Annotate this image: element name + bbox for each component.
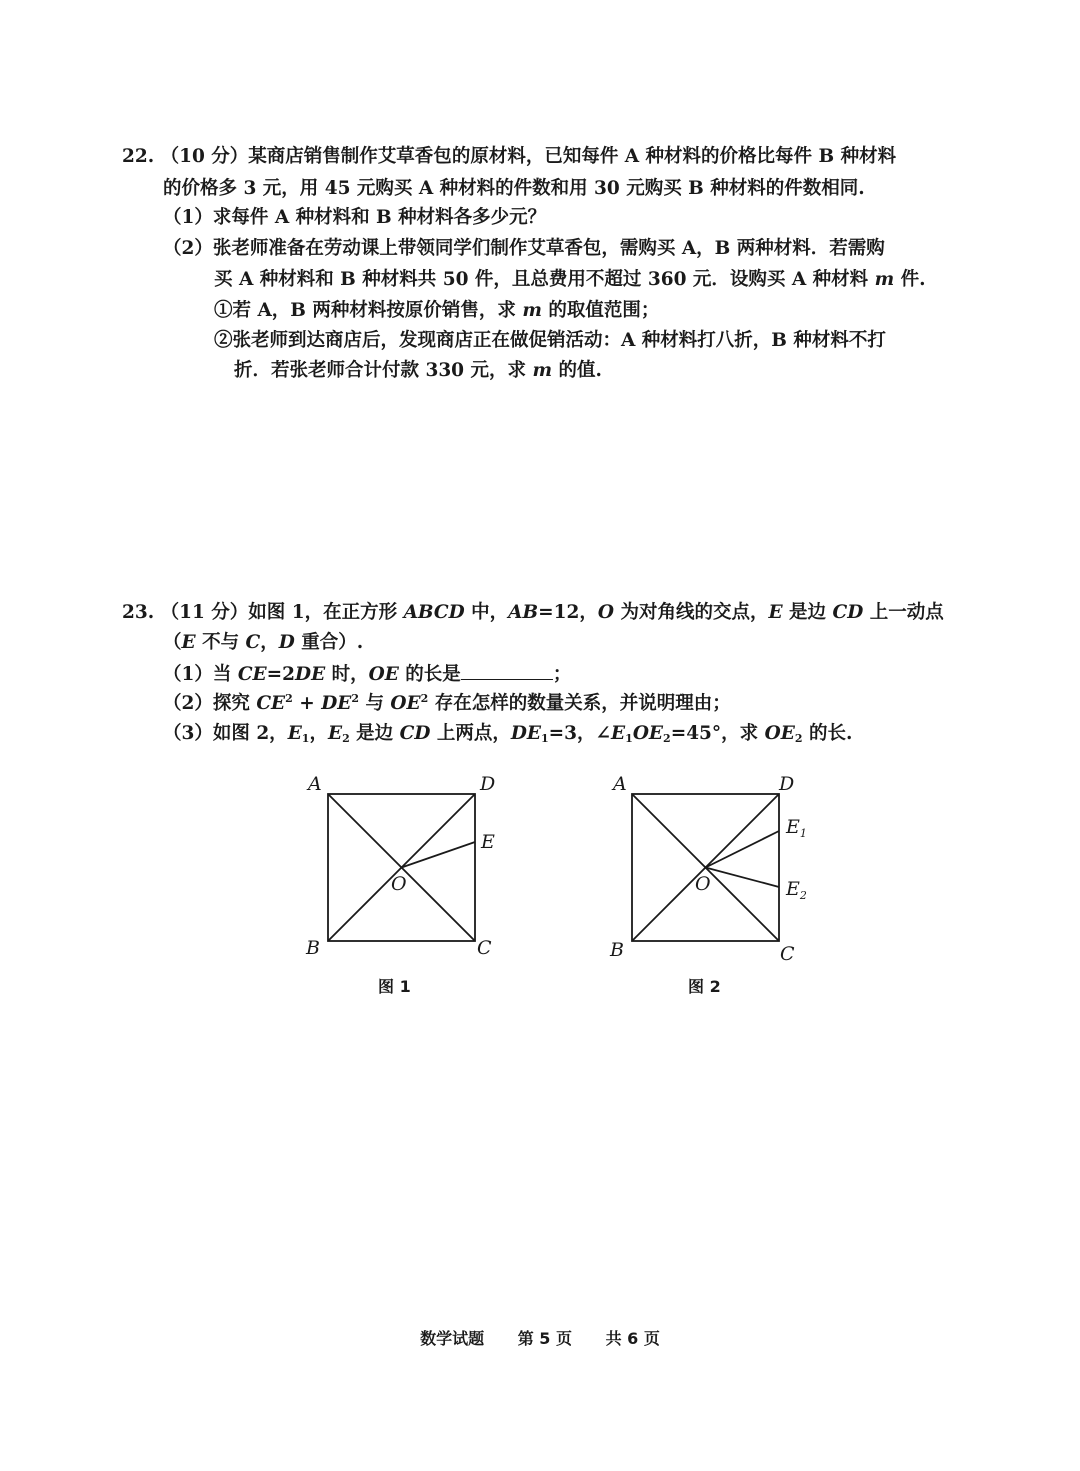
label-o: O — [391, 873, 407, 895]
figure-2-caption: 图 2 — [688, 977, 721, 996]
label-a: A — [308, 773, 322, 795]
figure-1-caption: 图 1 — [378, 977, 411, 996]
q22-sub2-line2: 折．若张老师合计付款 330 元，求 m 的值. — [234, 360, 602, 381]
q22-part1: （1）求每件 A 种材料和 B 种材料各多少元？ — [163, 207, 547, 228]
label-b-2: B — [610, 939, 624, 961]
label-d: D — [480, 773, 496, 795]
label-o-2: O — [695, 873, 711, 895]
label-b: B — [306, 937, 320, 959]
q23-part1: （1）当 CE=2DE 时，OE 的长是 ； — [163, 661, 571, 688]
q23-part2: （2）探究 $CE^2 + DE^2$ 与 $OE^2$ 存在怎样的数量关系，并说明理由； — [163, 692, 731, 714]
q22-sub2-line1: ②张老师到达商店后，发现商店正在做促销活动：A 种材料打八折，B 种材料不打 — [214, 330, 886, 351]
q23-part3: （3）如图 2，$E_1$，$E_2$ 是边 CD 上两点，$DE_1=3$，$\angle E_1OE_2=45^\circ$，求 $OE_2$ 的长. — [163, 723, 853, 745]
q22-part2-line2: 买 A 种材料和 B 种材料共 50 件，且总费用不超过 360 元．设购买 A 种材料 m 件. — [214, 269, 926, 290]
label-e: E — [481, 831, 495, 853]
segment-oe — [402, 842, 476, 868]
q23-line2: （E 不与 C，D 重合）. — [163, 632, 364, 653]
q22-line2: 的价格多 3 元，用 45 元购买 A 种材料的件数和用 30 元购买 B 种材料的件数相同. — [163, 178, 865, 199]
segment-oe1 — [706, 831, 780, 868]
q22-line1: 22. （10 分）某商店销售制作艾草香包的原材料，已知每件 A 种材料的价格比每件 B 种材料 — [122, 146, 897, 167]
label-c-2: C — [780, 943, 795, 965]
label-e1: $E_1$ — [786, 816, 807, 840]
page-footer — [0, 1326, 1080, 1349]
label-e2: $E_2$ — [786, 878, 807, 902]
label-a-2: A — [613, 773, 627, 795]
footer-page: 第 5 页 — [517, 1329, 572, 1348]
footer-total: 共 6 页 — [605, 1329, 660, 1348]
q22-sub1: ①若 A，B 两种材料按原价销售，求 m 的取值范围； — [214, 300, 660, 321]
segment-oe2 — [706, 868, 780, 888]
q23-line1: 23. （11 分）如图 1，在正方形 ABCD 中，AB=12，O 为对角线的交点，E 是边 CD 上一动点 — [122, 602, 944, 623]
footer-subject: 数学试题 — [420, 1329, 485, 1348]
q22-part2-line1: （2）张老师准备在劳动课上带领同学们制作艾草香包，需购买 A，B 两种材料．若需购 — [163, 238, 885, 259]
label-c: C — [477, 937, 492, 959]
label-d-2: D — [779, 773, 795, 795]
